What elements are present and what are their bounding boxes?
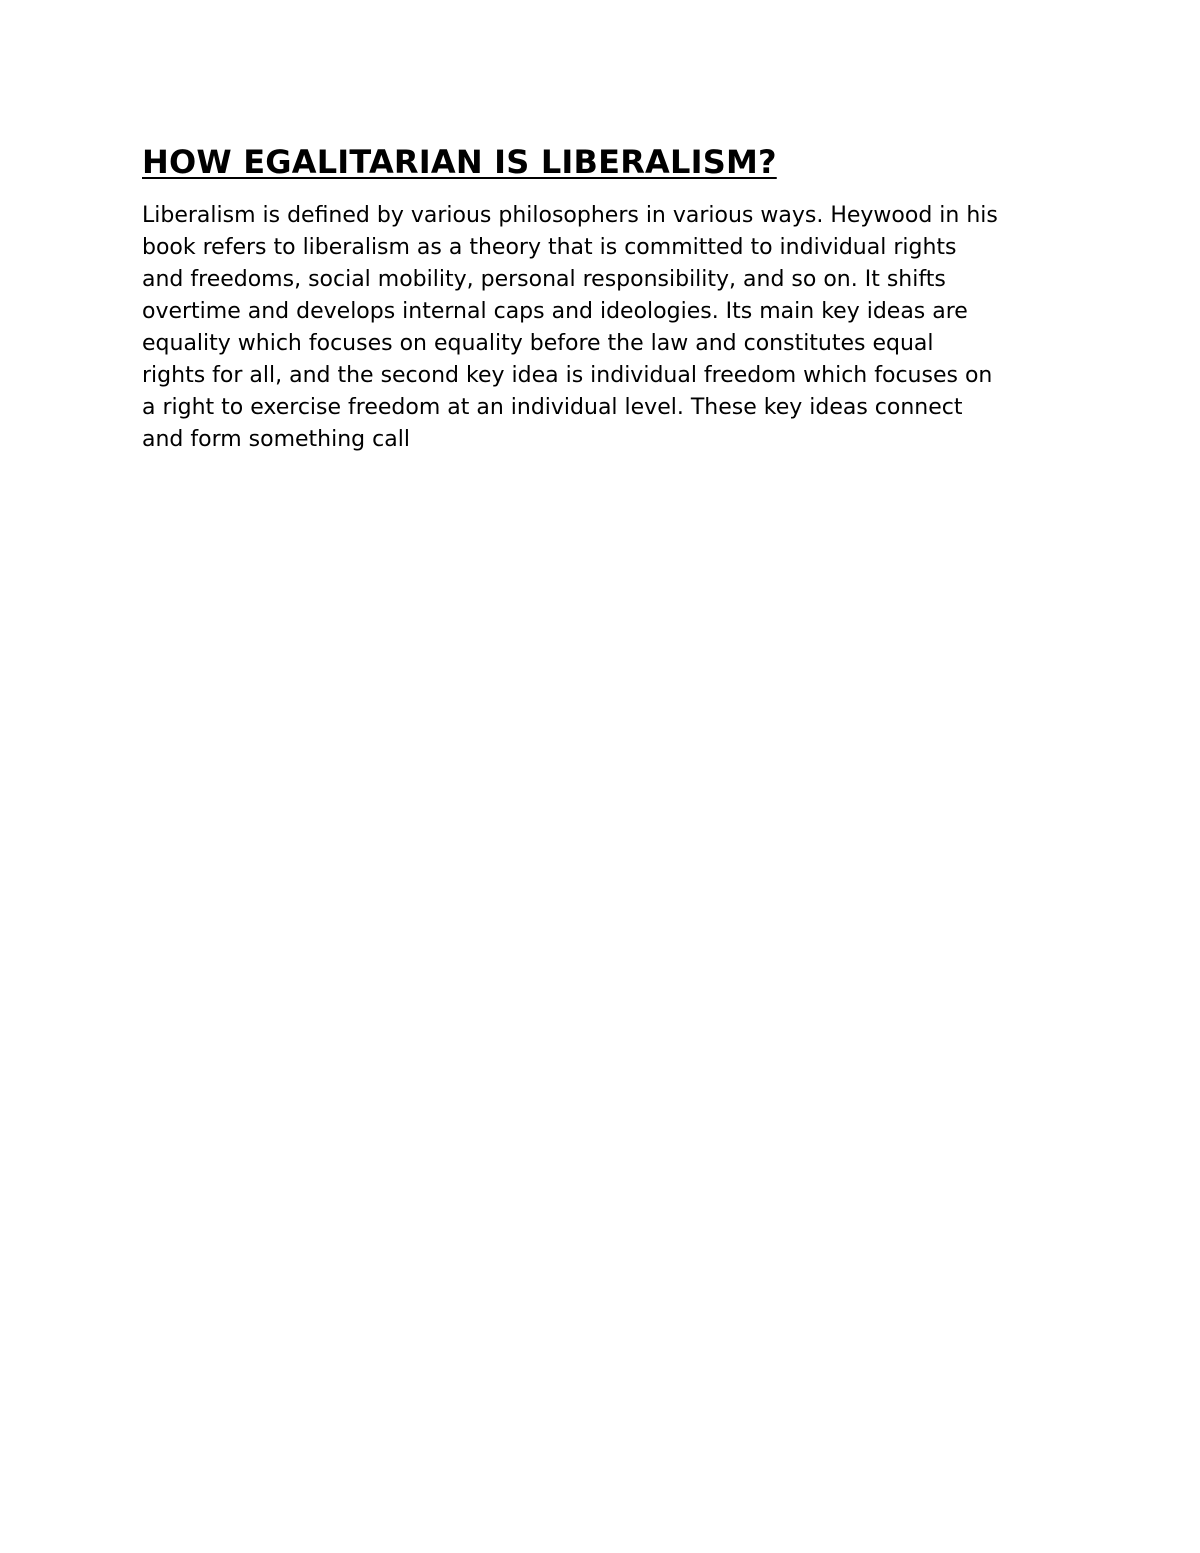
- paragraph-line: book refers to liberalism as a theory that is committed to individual rights: [142, 235, 957, 260]
- paragraph-line: and form something call: [142, 427, 410, 452]
- body-paragraph: [142, 200, 1072, 456]
- paragraph-line: overtime and develops internal caps and ideologies. Its main key ideas are: [142, 299, 968, 324]
- document-title: HOW EGALITARIAN IS LIBERALISM?: [142, 143, 777, 181]
- document-content: [142, 140, 1072, 456]
- paragraph-line: rights for all, and the second key idea is individual freedom which focuses on: [142, 363, 993, 388]
- paragraph-line: Liberalism is defined by various philosophers in various ways. Heywood in his: [142, 203, 998, 228]
- paragraph-line: equality which focuses on equality before the law and constitutes equal: [142, 331, 934, 356]
- paragraph-line: a right to exercise freedom at an individual level. These key ideas connect: [142, 395, 963, 420]
- paragraph-line: and freedoms, social mobility, personal responsibility, and so on. It shifts: [142, 267, 946, 292]
